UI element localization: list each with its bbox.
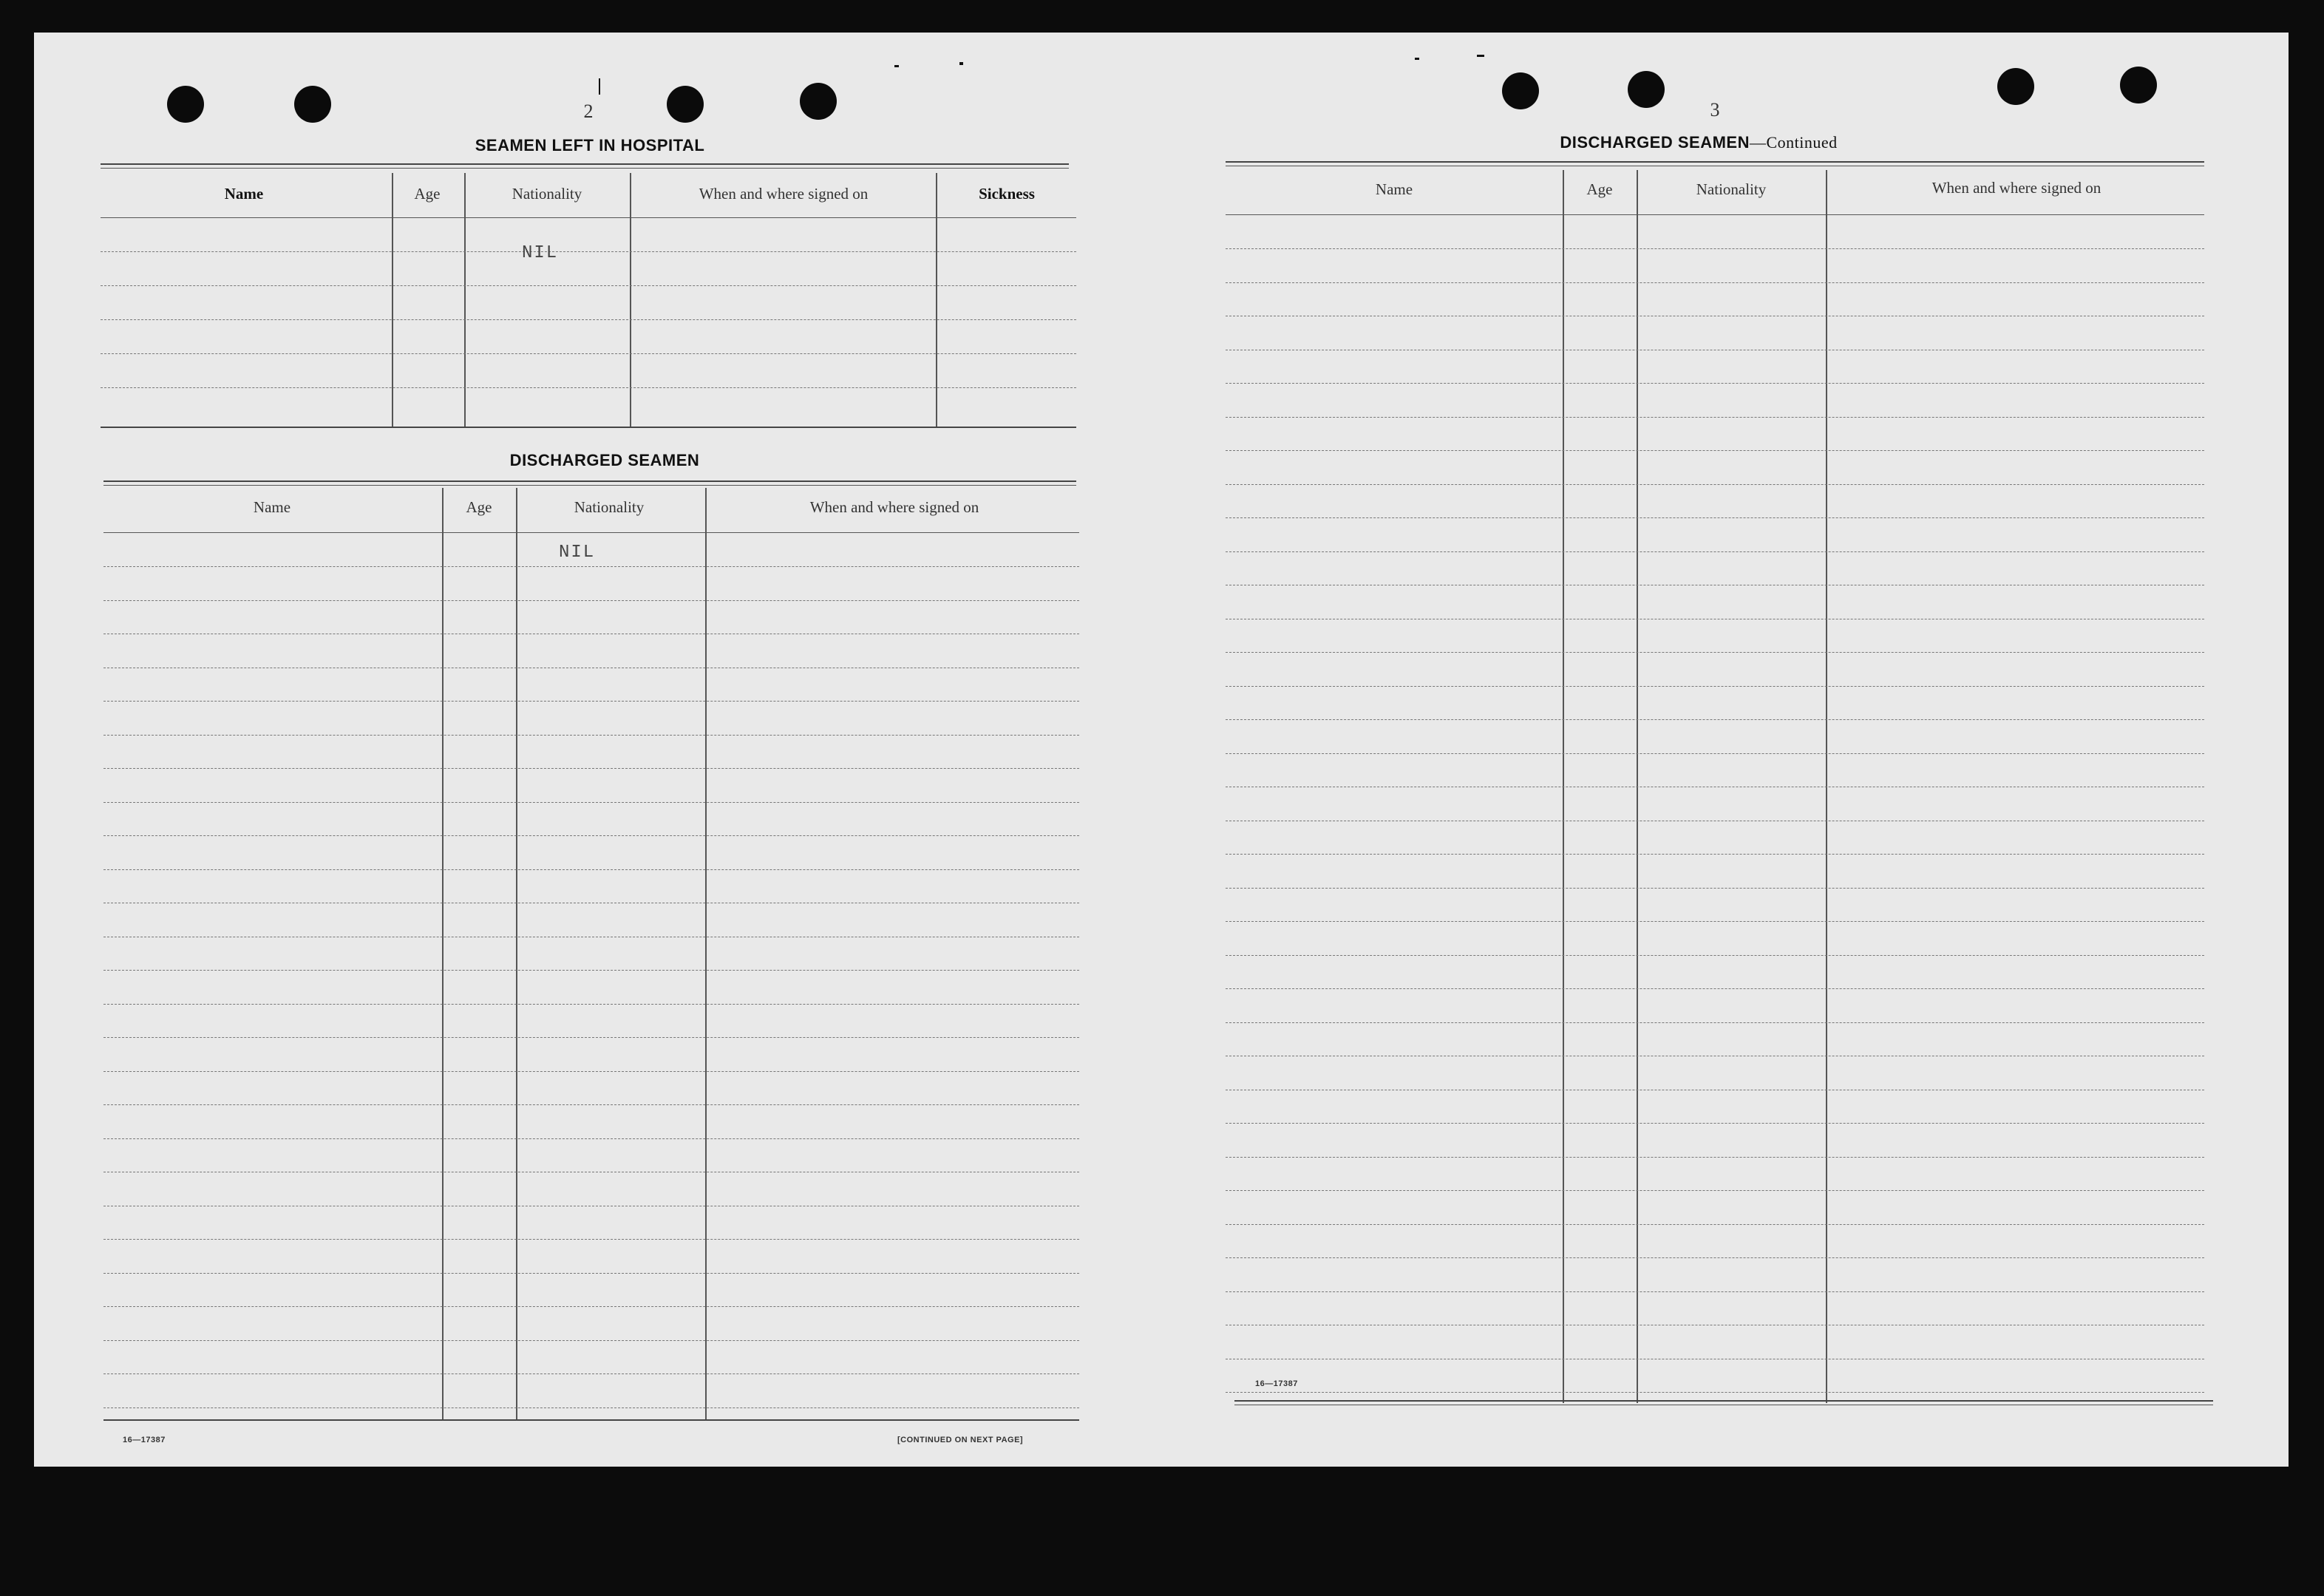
column-divider bbox=[936, 173, 937, 427]
hospital-section-title: SEAMEN LEFT IN HOSPITAL bbox=[475, 136, 705, 154]
punch-hole bbox=[1997, 68, 2034, 105]
row-rule bbox=[1226, 1123, 2204, 1124]
row-rule bbox=[1226, 888, 2204, 889]
table-bottom-rule bbox=[103, 1419, 1079, 1421]
discharged-continued-title bbox=[1560, 133, 1837, 152]
column-header-sickness: Sickness bbox=[979, 185, 1035, 203]
hospital-nil-entry: NIL bbox=[522, 243, 559, 263]
table-top-rule bbox=[101, 163, 1069, 165]
column-header-nationality: Nationality bbox=[512, 185, 582, 203]
row-rule bbox=[103, 701, 1079, 702]
header-bottom-rule bbox=[101, 217, 1076, 218]
row-rule bbox=[103, 1407, 1079, 1408]
section-title-suffix: —Continued bbox=[1749, 133, 1838, 152]
punch-hole bbox=[800, 83, 837, 120]
column-header-signed-on: When and where signed on bbox=[699, 185, 869, 203]
section-title-text: DISCHARGED SEAMEN bbox=[1560, 133, 1750, 152]
column-divider bbox=[705, 488, 707, 1419]
row-rule bbox=[103, 768, 1079, 769]
row-rule bbox=[1226, 484, 2204, 485]
discharged-section-title: DISCHARGED SEAMEN bbox=[509, 451, 700, 469]
row-rule bbox=[1226, 1291, 2204, 1292]
row-rule bbox=[101, 251, 1076, 252]
column-divider bbox=[630, 173, 631, 427]
row-rule bbox=[103, 1273, 1079, 1274]
scan-speck bbox=[959, 62, 963, 65]
continued-note: [CONTINUED ON NEXT PAGE] bbox=[897, 1436, 1024, 1444]
column-header-age: Age bbox=[414, 185, 441, 203]
row-rule bbox=[103, 1037, 1079, 1038]
row-rule bbox=[103, 1239, 1079, 1240]
column-header-nationality: Nationality bbox=[574, 498, 645, 516]
row-rule bbox=[103, 1306, 1079, 1307]
row-rule bbox=[1226, 282, 2204, 283]
discharged-nil-entry: NIL bbox=[559, 543, 596, 563]
column-header-name: Name bbox=[253, 498, 291, 516]
column-divider bbox=[442, 488, 444, 1419]
row-rule bbox=[103, 735, 1079, 736]
row-rule bbox=[103, 802, 1079, 803]
scan-speck bbox=[894, 65, 899, 67]
row-rule bbox=[1226, 955, 2204, 956]
punch-hole bbox=[2120, 67, 2157, 103]
scan-speck bbox=[1415, 58, 1419, 60]
row-rule bbox=[103, 600, 1079, 601]
row-rule bbox=[101, 353, 1076, 354]
row-rule bbox=[103, 1340, 1079, 1341]
page-number: 3 bbox=[1710, 99, 1720, 120]
row-rule bbox=[1226, 417, 2204, 418]
column-header-name: Name bbox=[1375, 180, 1413, 198]
row-rule bbox=[1226, 719, 2204, 720]
row-rule bbox=[1226, 1157, 2204, 1158]
form-number: 16—17387 bbox=[123, 1436, 166, 1444]
form-number: 16—17387 bbox=[1255, 1379, 1298, 1388]
table-top-rule bbox=[101, 168, 1069, 169]
table-top-rule bbox=[103, 485, 1076, 486]
punch-hole bbox=[1628, 71, 1665, 108]
table-bottom-rule bbox=[101, 427, 1076, 428]
row-rule bbox=[1226, 1224, 2204, 1225]
row-rule bbox=[103, 1138, 1079, 1139]
header-bottom-rule bbox=[103, 532, 1079, 533]
row-rule bbox=[103, 1104, 1079, 1105]
row-rule bbox=[101, 387, 1076, 388]
row-rule bbox=[1226, 988, 2204, 989]
column-divider bbox=[516, 488, 517, 1419]
column-header-age: Age bbox=[466, 498, 492, 516]
column-header-signed-on: When and where signed on bbox=[809, 498, 979, 516]
row-rule bbox=[101, 285, 1076, 286]
page-number: 2 bbox=[583, 101, 594, 122]
column-header-nationality: Nationality bbox=[1696, 180, 1767, 198]
row-rule bbox=[1226, 517, 2204, 518]
punch-hole bbox=[167, 86, 204, 123]
table-top-rule bbox=[103, 481, 1076, 482]
column-divider bbox=[392, 173, 393, 427]
row-rule bbox=[1226, 248, 2204, 249]
row-rule bbox=[1226, 450, 2204, 451]
row-rule bbox=[1226, 1257, 2204, 1258]
table-bottom-rule bbox=[1234, 1400, 2213, 1402]
row-rule bbox=[1226, 383, 2204, 384]
punch-hole bbox=[1502, 72, 1539, 109]
row-rule bbox=[103, 1071, 1079, 1072]
row-rule bbox=[1226, 551, 2204, 552]
row-rule bbox=[1226, 921, 2204, 922]
table-top-rule bbox=[1226, 161, 2204, 163]
column-header-signed-on: When and where signed on bbox=[1931, 179, 2102, 197]
row-rule bbox=[103, 1373, 1079, 1374]
row-rule bbox=[103, 970, 1079, 971]
punch-hole bbox=[667, 86, 704, 123]
row-rule bbox=[101, 319, 1076, 320]
scan-speck bbox=[1477, 55, 1484, 57]
row-rule bbox=[1226, 854, 2204, 855]
row-rule bbox=[1226, 1190, 2204, 1191]
row-rule bbox=[1226, 1392, 2204, 1393]
row-rule bbox=[103, 566, 1079, 567]
row-rule bbox=[103, 835, 1079, 836]
column-header-age: Age bbox=[1586, 180, 1613, 198]
row-rule bbox=[103, 1004, 1079, 1005]
row-rule bbox=[103, 869, 1079, 870]
document-sheet bbox=[34, 33, 2289, 1467]
header-bottom-rule bbox=[1226, 214, 2204, 215]
row-rule bbox=[1226, 753, 2204, 754]
row-rule bbox=[1226, 686, 2204, 687]
row-rule bbox=[1226, 1022, 2204, 1023]
column-divider bbox=[464, 173, 466, 427]
row-rule bbox=[1226, 652, 2204, 653]
column-header-name: Name bbox=[224, 185, 264, 203]
scan-speck bbox=[599, 78, 600, 95]
punch-hole bbox=[294, 86, 331, 123]
